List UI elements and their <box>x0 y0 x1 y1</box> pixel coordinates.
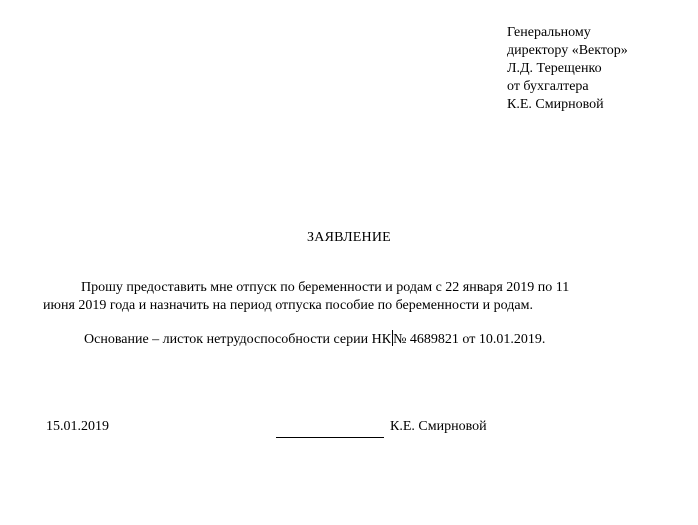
document-date: 15.01.2019 <box>46 419 109 434</box>
basis-text-after-cursor: № 4689821 от 10.01.2019. <box>393 332 546 347</box>
request-line-1: Прошу предоставить мне отпуск по беременности и родам с 22 января 2019 по 11 <box>81 280 570 295</box>
addressee-line: Л.Д. Терещенко <box>507 61 602 76</box>
addressee-line: директору «Вектор» <box>507 43 628 58</box>
document-title: ЗАЯВЛЕНИЕ <box>307 230 391 245</box>
signature-line <box>276 437 384 438</box>
addressee-line: Генеральному <box>507 25 591 40</box>
addressee-line: от бухгалтера <box>507 79 589 94</box>
basis-paragraph <box>84 330 545 348</box>
signer-name: К.Е. Смирновой <box>390 419 487 434</box>
addressee-line: К.Е. Смирновой <box>507 97 604 112</box>
basis-text-before-cursor: Основание – листок нетрудоспособности серии НК <box>84 332 392 347</box>
request-line-2: июня 2019 года и назначить на период отпуска пособие по беременности и родам. <box>43 298 533 313</box>
request-paragraph <box>43 279 603 315</box>
addressee-block <box>507 24 628 114</box>
